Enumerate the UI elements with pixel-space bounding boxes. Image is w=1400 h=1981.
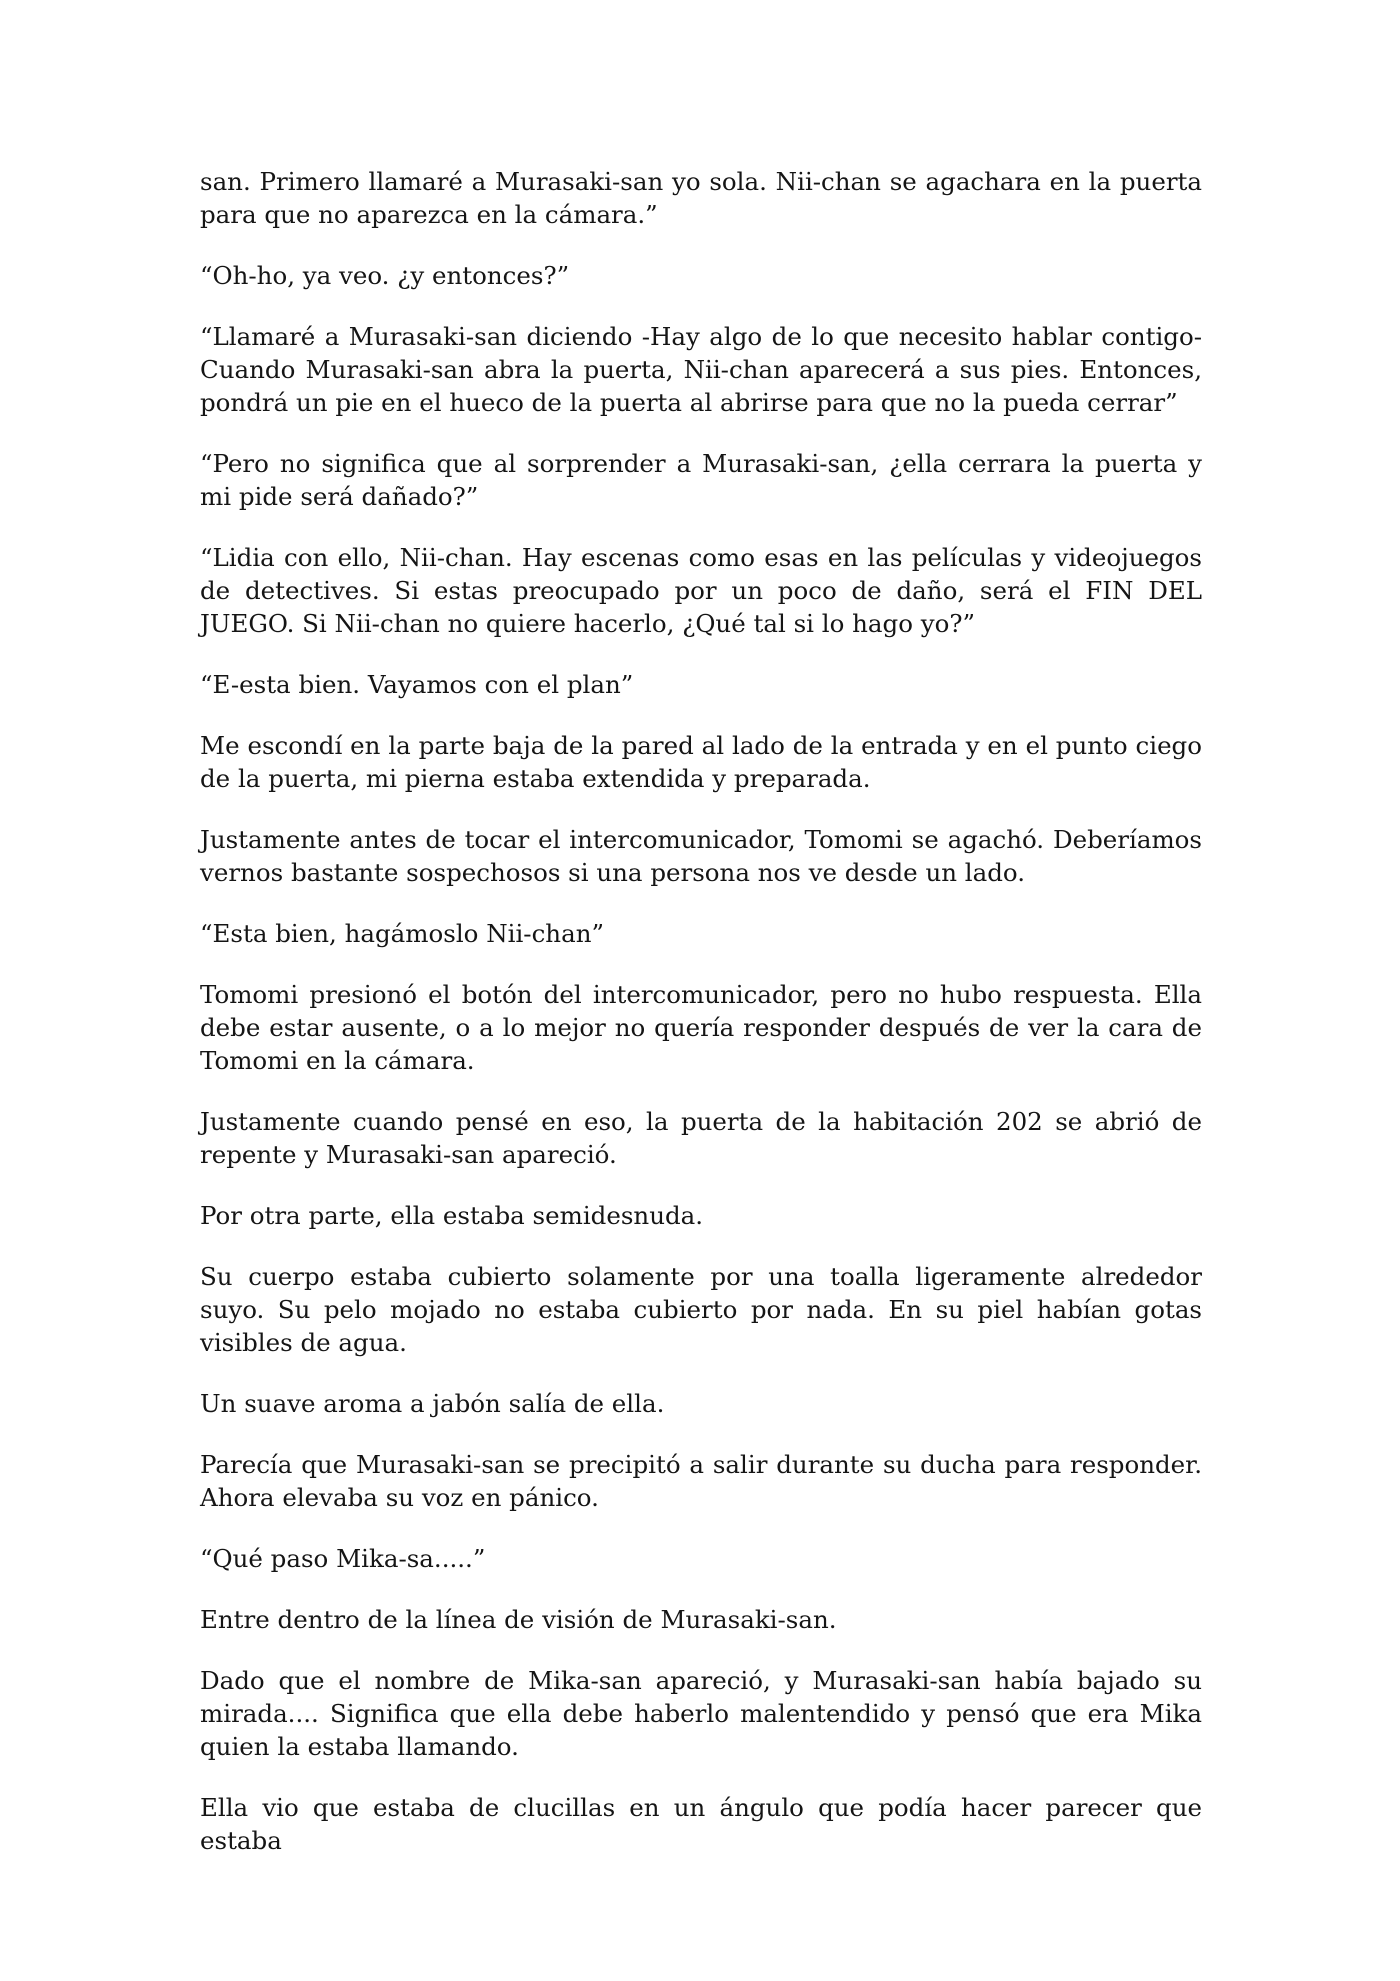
paragraph: Entre dentro de la línea de visión de Murasaki-san. [200, 1605, 837, 1634]
paragraph: “Esta bien, hagámoslo Nii-chan” [200, 919, 604, 948]
paragraph: Dado que el nombre de Mika-san apareció, y Murasaki-san había bajado su mirada.... Significa que ella debe haberlo malentendido y pensó que era Mika quien la estaba llamando. [200, 1666, 1202, 1761]
paragraph: “E-esta bien. Vayamos con el plan” [200, 670, 634, 699]
paragraph: Justamente antes de tocar el intercomunicador, Tomomi se agachó. Deberíamos vernos bastante sospechosos si una persona nos ve desde un lado. [200, 825, 1202, 887]
paragraph: Ella vio que estaba de clucillas en un ángulo que podía hacer parecer que estaba [200, 1793, 1202, 1855]
paragraph: Tomomi presionó el botón del intercomunicador, pero no hubo respuesta. Ella debe estar ausente, o a lo mejor no quería responder después de ver la cara de Tomomi en la cámara. [200, 980, 1202, 1075]
paragraph: Por otra parte, ella estaba semidesnuda. [200, 1201, 704, 1230]
paragraph: san. Primero llamaré a Murasaki-san yo sola. Nii-chan se agachara en la puerta para que no aparezca en la cámara.” [200, 167, 1202, 229]
paragraph: “Pero no significa que al sorprender a Murasaki-san, ¿ella cerrara la puerta y mi pide será dañado?” [200, 449, 1202, 511]
paragraph: “Qué paso Mika-sa.....” [200, 1544, 486, 1573]
paragraph: Me escondí en la parte baja de la pared al lado de la entrada y en el punto ciego de la puerta, mi pierna estaba extendida y preparada. [200, 731, 1202, 793]
document-page [200, 165, 1202, 1857]
paragraph: Un suave aroma a jabón salía de ella. [200, 1389, 665, 1418]
paragraph: Su cuerpo estaba cubierto solamente por una toalla ligeramente alrededor suyo. Su pelo mojado no estaba cubierto por nada. En su piel habían gotas visibles de agua. [200, 1262, 1202, 1357]
paragraph: “Lidia con ello, Nii-chan. Hay escenas como esas en las películas y videojuegos de detectives. Si estas preocupado por un poco de daño, será el FIN DEL JUEGO. Si Nii-chan no quiere hacerlo, ¿Qué tal si lo hago yo?” [200, 543, 1202, 638]
paragraph: “Oh-ho, ya veo. ¿y entonces?” [200, 261, 570, 290]
paragraph: Justamente cuando pensé en eso, la puerta de la habitación 202 se abrió de repente y Murasaki-san apareció. [200, 1107, 1202, 1169]
paragraph: “Llamaré a Murasaki-san diciendo -Hay algo de lo que necesito hablar contigo- Cuando Murasaki-san abra la puerta, Nii-chan aparecerá a sus pies. Entonces, pondrá un pie en el hueco de la puerta al abrirse para que no la pueda cerrar” [200, 322, 1202, 417]
paragraph: Parecía que Murasaki-san se precipitó a salir durante su ducha para responder. Ahora elevaba su voz en pánico. [200, 1450, 1202, 1512]
